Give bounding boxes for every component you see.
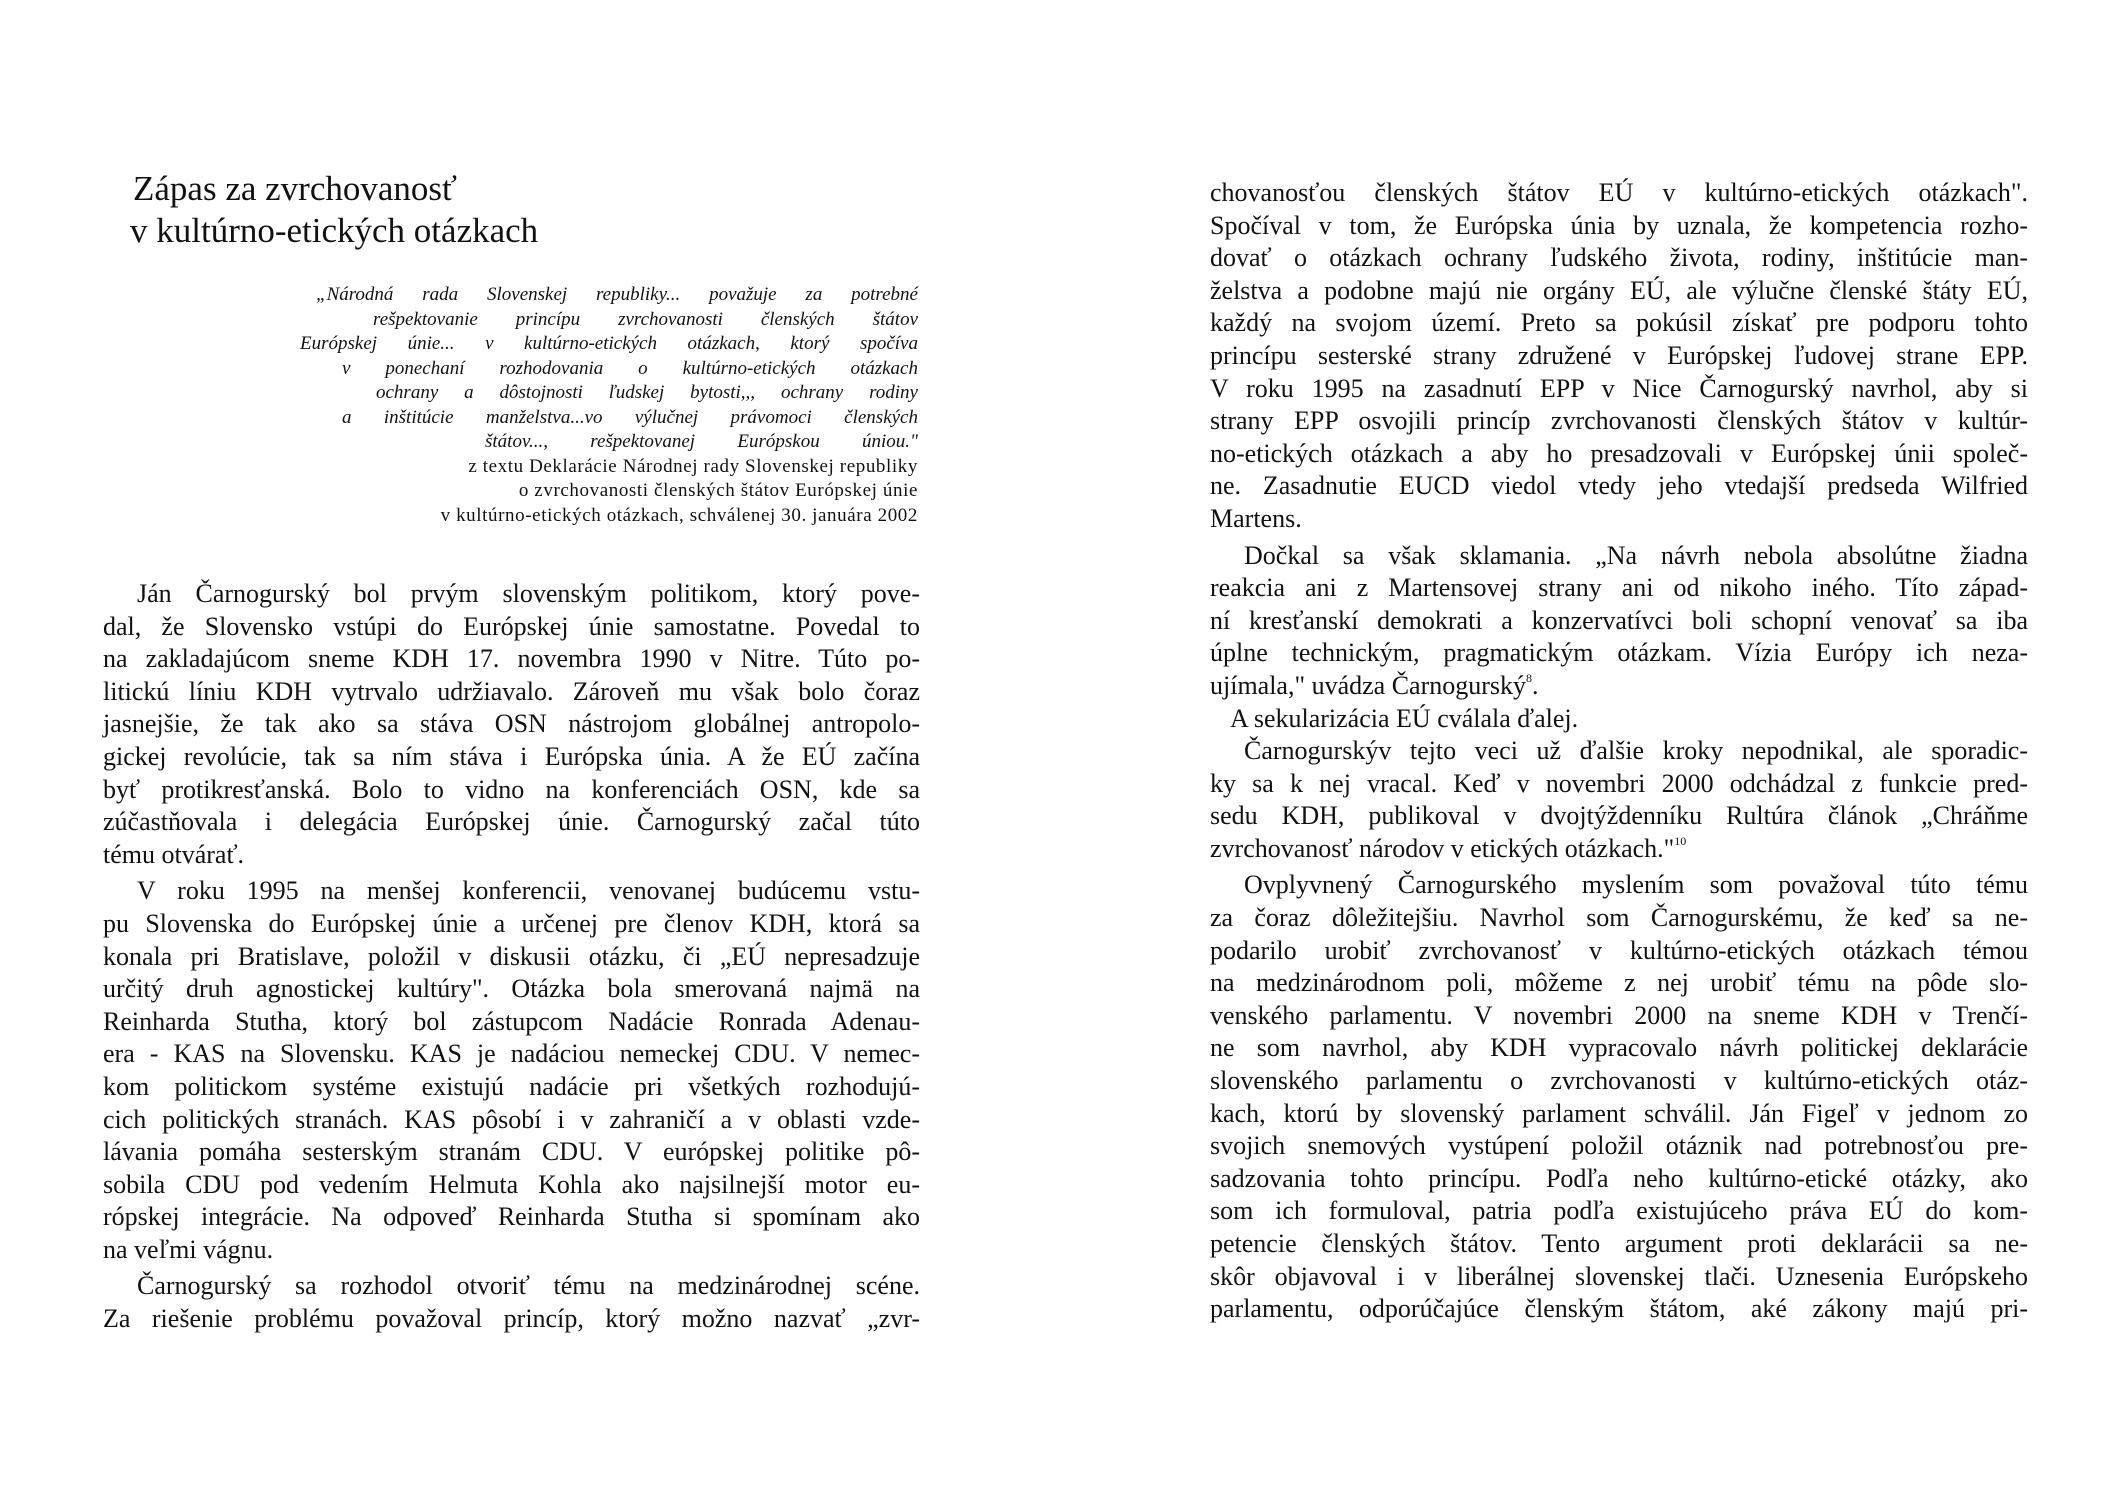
- epigraph-quote-line: ochrany a dôstojnosti ľudskej bytosti,,, ochrany rodiny: [376, 382, 918, 403]
- text-line: pu Slovenska do Európskej únie a určenej pre členov KDH, ktorá sa: [103, 908, 920, 938]
- text-line: zúčastňovala i delegácia Európskej únie. Čarnogurský začal túto: [103, 807, 920, 837]
- chapter-title-line-2: v kultúrno-etických otázkach: [130, 211, 539, 250]
- text-line: cich politických stranách. KAS pôsobí i v zahraničí a v oblasti vzde-: [103, 1104, 920, 1134]
- text-line: chovanosťou členských štátov EÚ v kultúrno-etických otázkach".: [1210, 178, 2028, 207]
- text-line: petencie členských štátov. Tento argument proti deklarácii sa ne-: [1210, 1229, 2028, 1258]
- right-body-text: [1210, 177, 2028, 1326]
- text-line: reakcia ani z Martensovej strany ani od nikoho iného. Títo západ-: [1210, 573, 2028, 603]
- text-line: na zakladajúcom sneme KDH 17. novembra 1990 v Nitre. Túto po-: [103, 644, 920, 674]
- text-line: na medzinárodnom poli, môžeme z nej urobiť tému na pôde slo-: [1210, 968, 2028, 998]
- text-line: podarilo urobiť zvrchovanosť v kultúrno-etických otázkach témou: [1210, 935, 2028, 965]
- text-line: lávania pomáha sesterským stranám CDU. V európskej politike pô-: [103, 1137, 920, 1167]
- text-line: A sekularizácia EÚ cválala ďalej.: [1230, 703, 1579, 733]
- text-line: strany EPP osvojili princíp zvrchovanosti členských štátov v kultúr-: [1210, 406, 2028, 436]
- text-line: ky sa k nej vracal. Keď v novembri 2000 odchádzal z funkcie pred-: [1210, 768, 2028, 798]
- text-line: V roku 1995 na menšej konferencii, venovanej budúcemu vstu-: [137, 876, 920, 906]
- epigraph-source-line: z textu Deklarácie Národnej rady Slovenskej republiky: [468, 455, 918, 477]
- text-line: ní kresťanskí demokrati a konzervatívci boli schopní venovať sa iba: [1210, 605, 2028, 635]
- epigraph-quote-line: rešpektovanie princípu zvrchovanosti členských štátov: [373, 308, 918, 330]
- text-line: rópskej integrácie. Na odpoveď Reinharda Stutha si spomínam ako: [103, 1202, 920, 1232]
- paragraph: [1210, 703, 2028, 736]
- text-line: Spočíval v tom, že Európska únia by uznala, že kompetencia rozho-: [1210, 210, 2028, 240]
- paragraph: [103, 578, 920, 871]
- text-line: na veľmi vágnu.: [103, 1234, 274, 1264]
- epigraph-quote-line: štátov..., rešpektovanej Európskou úniou.": [485, 431, 918, 452]
- text-line: Ovplyvnený Čarnogurského myslením som považoval túto tému: [1244, 870, 2028, 900]
- text-line: parlamentu, odporúčajúce členským štátom, aké zákony majú pri-: [1210, 1294, 2028, 1324]
- text-line: určitý druh agnostickej kultúry". Otázka bola smerovaná najmä na: [103, 974, 920, 1004]
- text-line: dovať o otázkach ochrany ľudského života, rodiny, inštitúcie man-: [1210, 243, 2028, 273]
- text-line: princípu sesterské strany združené v Európskej ľudovej strane EPP.: [1210, 340, 2028, 370]
- text-line: no-etických otázkach a aby ho presadzovali v Európskej únii společ-: [1210, 438, 2028, 468]
- text-line: želstva a podobne majú nie orgány EÚ, ale výlučne členské štáty EÚ,: [1210, 275, 2028, 305]
- text-line: byť protikresťanská. Bolo to vidno na konferenciách OSN, kde sa: [103, 774, 920, 804]
- text-line: Čarnogurskýv tejto veci už ďalšie kroky nepodnikal, ale sporadic-: [1244, 736, 2028, 766]
- text-line: [1210, 670, 2028, 703]
- text-line: Reinharda Stutha, ktorý bol zástupcom Nadácie Ronrada Adenau-: [103, 1006, 920, 1036]
- text-line-content: ujímala," uvádza Čarnogurský: [1210, 670, 1527, 700]
- paragraph: [1210, 540, 2028, 703]
- chapter-title-line-1: Zápas za zvrchovanosť: [133, 169, 457, 208]
- epigraph-quote-line: Európskej únie... v kultúrno-etických otázkach, ktorý spočíva: [300, 333, 918, 354]
- text-line: sedu KDH, publikoval v dvojtýždenníku Rultúra článok „Chráňme: [1210, 801, 2028, 831]
- footnote-ref[interactable]: 8: [1526, 670, 1533, 685]
- epigraph-quote-line: v ponechaní rozhodovania o kultúrno-etických otázkach: [342, 357, 918, 379]
- text-line: V roku 1995 na zasadnutí EPP v Nice Čarnogurský navrhol, aby si: [1210, 373, 2028, 403]
- text-line: konala pri Bratislave, položil v diskusii otázku, či „EÚ nepresadzuje: [103, 941, 920, 971]
- text-line: tému otvárať.: [103, 839, 245, 869]
- text-line: Za riešenie problému považoval princíp, ktorý možno nazvať „zvr-: [103, 1304, 920, 1334]
- paragraph: [1210, 735, 2028, 865]
- text-line: sadzovania tohto princípu. Podľa neho kultúrno-etické otázky, ako: [1210, 1163, 2028, 1193]
- period: .: [1532, 670, 1539, 700]
- text-line: slovenského parlamentu o zvrchovanosti v kultúrno-etických otáz-: [1210, 1066, 2028, 1096]
- text-line: ne som navrhol, aby KDH vypracovalo návrh politickej deklarácie: [1210, 1033, 2028, 1063]
- text-line-content: zvrchovanosť národov v etických otázkach.": [1210, 833, 1675, 863]
- text-line: sobila CDU pod vedením Helmuta Kohla ako najsilnejší motor eu-: [103, 1169, 920, 1199]
- text-line: kom politickom systéme existujú nadácie pri všetkých rozhodujú-: [103, 1071, 920, 1101]
- text-line: era - KAS na Slovensku. KAS je nadáciou nemeckej CDU. V nemec-: [103, 1039, 920, 1069]
- text-line: Ján Čarnogurský bol prvým slovenským politikom, ktorý pove-: [137, 579, 920, 608]
- left-body-text: [103, 578, 920, 1336]
- text-line: jasnejšie, že tak ako sa stáva OSN nástrojom globálnej antropolo-: [103, 709, 920, 739]
- epigraph-source-line: v kultúrno-etických otázkach, schválenej 30. januára 2002: [440, 504, 918, 526]
- epigraph: [300, 283, 918, 528]
- epigraph-quote-line: „Národná rada Slovenskej republiky... považuje za potrebné: [316, 284, 918, 305]
- text-line: dal, že Slovensko vstúpi do Európskej únie samostatne. Povedal to: [103, 611, 920, 641]
- text-line: svojich snemových vystúpení položil otáznik nad potrebnosťou pre-: [1210, 1131, 2028, 1161]
- text-line: úplne technickým, pragmatickým otázkam. Vízia Európy ich neza-: [1210, 638, 2028, 668]
- text-line: venského parlamentu. V novembri 2000 na sneme KDH v Trenčí-: [1210, 1000, 2028, 1030]
- text-line: Dočkal sa však sklamania. „Na návrh nebola absolútne žiadna: [1244, 540, 2028, 570]
- epigraph-source-line: o zvrchovanosti členských štátov Európskej únie: [518, 480, 918, 501]
- text-line: ne. Zasadnutie EUCD viedol vtedy jeho vtedajší predseda Wilfried: [1210, 471, 2028, 501]
- text-line: kach, ktorú by slovenský parlament schválil. Ján Figeľ v jednom zo: [1210, 1098, 2028, 1128]
- text-line: za čoraz dôležitejšiu. Navrhol som Čarnogurskému, že keď sa ne-: [1210, 903, 2028, 933]
- paragraph: [103, 1270, 920, 1335]
- text-line: Čarnogurský sa rozhodol otvoriť tému na medzinárodnej scéne.: [137, 1271, 920, 1301]
- paragraph: [103, 875, 920, 1266]
- paragraph: [1210, 177, 2028, 536]
- text-line: [1210, 833, 2028, 866]
- text-line: Martens.: [1210, 503, 1302, 533]
- text-line: gickej revolúcie, tak sa ním stáva i Európska únia. A že EÚ začína: [103, 741, 920, 771]
- paragraph: [1210, 869, 2028, 1325]
- text-line: som ich formuloval, patria podľa existujúceho práva EÚ do kom-: [1210, 1196, 2028, 1226]
- epigraph-quote-line: a inštitúcie manželstva...vo výlučnej právomoci členských: [342, 406, 918, 428]
- footnote-ref[interactable]: 10: [1674, 833, 1687, 848]
- text-line: každý na svojom území. Preto sa pokúsil získať pre podporu tohto: [1210, 308, 2028, 338]
- text-line: litickú líniu KDH vytrvalo udržiavalo. Zároveň mu však bolo čoraz: [103, 676, 920, 706]
- text-line: skôr objavoval i v liberálnej slovenskej tlači. Uznesenia Európskeho: [1210, 1261, 2028, 1291]
- chapter-title: [130, 168, 539, 252]
